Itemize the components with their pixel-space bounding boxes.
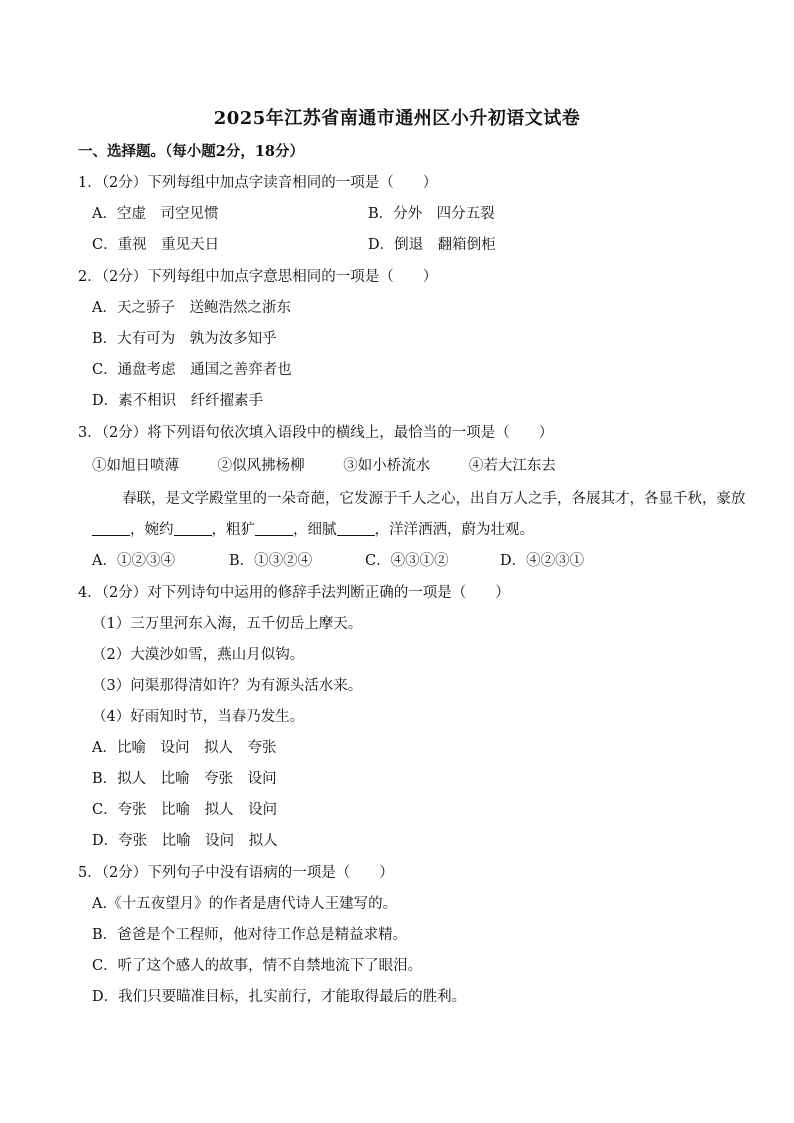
question-3-items bbox=[92, 456, 556, 476]
question-5-option-b: B．爸爸是个工程师，他对待工作总是精益求精。 bbox=[92, 927, 408, 943]
question-4-stem: 4．（2分）对下列诗句中运用的修辞手法判断正确的一项是（ ） bbox=[78, 585, 510, 601]
question-2-option-d: D．素不相识 纤纤擢素手 bbox=[92, 393, 264, 409]
question-3-option-b: B．①③②④ bbox=[229, 553, 313, 569]
question-1-option-b: B．分外 四分五裂 bbox=[368, 206, 495, 222]
question-4-option-c: C．夸张 比喻 拟人 设问 bbox=[92, 802, 278, 818]
question-2-stem: 2．（2分）下列每组中加点字意思相同的一项是（ ） bbox=[78, 269, 438, 285]
question-2-option-a: A．天之骄子 送鲍浩然之浙东 bbox=[92, 300, 291, 316]
question-3-option-c: C．④③①② bbox=[365, 553, 449, 569]
question-3-option-d: D．④②③① bbox=[500, 553, 585, 569]
question-5-option-d: D．我们只要瞄准目标，扎实前行，才能取得最后的胜利。 bbox=[92, 989, 467, 1005]
question-3-paragraph-line-2: ，婉约 ，粗犷 ，细腻 ，洋洋洒洒，蔚为壮观。 bbox=[92, 520, 534, 540]
question-3-paragraph-line-1: 春联，是文学殿堂里的一朵奇葩，它发源于千人之心，出自万人之手，各展其才，各显千秋，豪放 bbox=[122, 491, 746, 507]
question-3-option-a: A．①②③④ bbox=[92, 553, 175, 569]
question-3-item-2: ②似风拂杨柳 bbox=[217, 458, 305, 474]
question-1-stem: 1．（2分）下列每组中加点字读音相同的一项是（ ） bbox=[78, 175, 438, 191]
question-4-sentence-3: （3）问渠那得清如许？为有源头活水来。 bbox=[92, 678, 363, 694]
question-1-option-a: A．空虚 司空见惯 bbox=[92, 206, 219, 222]
question-3-stem: 3．（2分）将下列语句依次填入语段中的横线上，最恰当的一项是（ ） bbox=[78, 425, 554, 441]
question-3-item-3: ③如小桥流水 bbox=[343, 458, 431, 474]
question-4-sentence-1: （1）三万里河东入海，五千仞岳上摩天。 bbox=[92, 616, 363, 632]
fill-blank bbox=[255, 521, 293, 536]
question-4-option-a: A．比喻 设问 拟人 夸张 bbox=[92, 740, 277, 756]
section-heading: 一、选择题。（每小题2分，18分） bbox=[78, 143, 305, 160]
question-1-option-d: D．倒退 翻箱倒柜 bbox=[368, 237, 496, 253]
question-3-item-4: ④若大江东去 bbox=[468, 458, 556, 474]
question-2-option-c: C．通盘考虑 通国之善弈者也 bbox=[92, 362, 292, 378]
question-5-stem: 5．（2分）下列句子中没有语病的一项是（ ） bbox=[78, 865, 394, 881]
question-4-option-b: B．拟人 比喻 夸张 设问 bbox=[92, 771, 277, 787]
question-5-option-c: C．听了这个感人的故事，情不自禁地流下了眼泪。 bbox=[92, 958, 423, 974]
fill-blank bbox=[174, 521, 212, 536]
fill-blank bbox=[337, 521, 375, 536]
question-1-option-c: C．重视 重见天日 bbox=[92, 237, 220, 253]
question-4-option-d: D．夸张 比喻 设问 拟人 bbox=[92, 833, 278, 849]
question-4-sentence-4: （4）好雨知时节，当春乃发生。 bbox=[92, 709, 305, 725]
question-3-item-1: ①如旭日喷薄 bbox=[92, 458, 179, 474]
question-4-sentence-2: （2）大漠沙如雪，燕山月似钩。 bbox=[92, 647, 305, 663]
page-title: 2025年江苏省南通市通州区小升初语文试卷 bbox=[213, 108, 581, 129]
fill-blank bbox=[92, 521, 130, 536]
question-5-option-a: A.《十五夜望月》的作者是唐代诗人王建写的。 bbox=[92, 896, 398, 912]
question-2-option-b: B．大有可为 孰为汝多知乎 bbox=[92, 331, 277, 347]
